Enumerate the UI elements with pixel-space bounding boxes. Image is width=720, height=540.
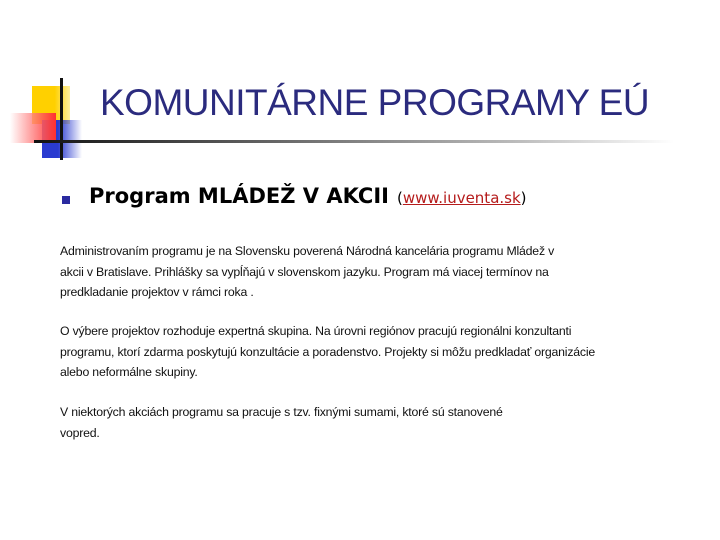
bullet-square-icon bbox=[62, 196, 70, 204]
bullet-heading bbox=[89, 184, 527, 208]
paragraph-3 bbox=[60, 402, 700, 443]
text-line: predkladanie projektov v rámci roka . bbox=[60, 285, 254, 299]
title-underline bbox=[34, 140, 674, 143]
iuventa-link[interactable]: www.iuventa.sk bbox=[402, 189, 521, 207]
paren-close: ) bbox=[520, 189, 527, 207]
paren-open: ( bbox=[396, 189, 403, 207]
paragraph-1 bbox=[60, 241, 700, 303]
paragraph-2 bbox=[60, 321, 700, 383]
text-line: V niektorých akciách programu sa pracuje s tzv. fixnými sumami, ktoré sú stanovené bbox=[60, 405, 503, 419]
decor-vertical-line bbox=[60, 78, 63, 160]
slide-title: KOMUNITÁRNE PROGRAMY EÚ bbox=[100, 82, 650, 123]
text-line: O výbere projektov rozhoduje expertná skupina. Na úrovni regiónov pracujú regionálni konzultanti bbox=[60, 324, 572, 338]
text-line: alebo neformálne skupiny. bbox=[60, 365, 198, 379]
heading-text: Program MLÁDEŽ V AKCII bbox=[89, 184, 389, 208]
text-line: programu, ktorí zdarma poskytujú konzultácie a poradenstvo. Projekty si môžu predkladať organizácie bbox=[60, 344, 596, 359]
text-line: vopred. bbox=[60, 425, 100, 440]
heading-link-wrap bbox=[397, 189, 527, 207]
text-line: akcii v Bratislave. Prihlášky sa vypĺňajú v slovenskom jazyku. Program má viacej termínov na bbox=[60, 264, 549, 279]
text-line: Administrovaním programu je na Slovensku poverená Národná kancelária programu Mládež v bbox=[60, 244, 555, 258]
decor-red-square bbox=[10, 113, 56, 143]
